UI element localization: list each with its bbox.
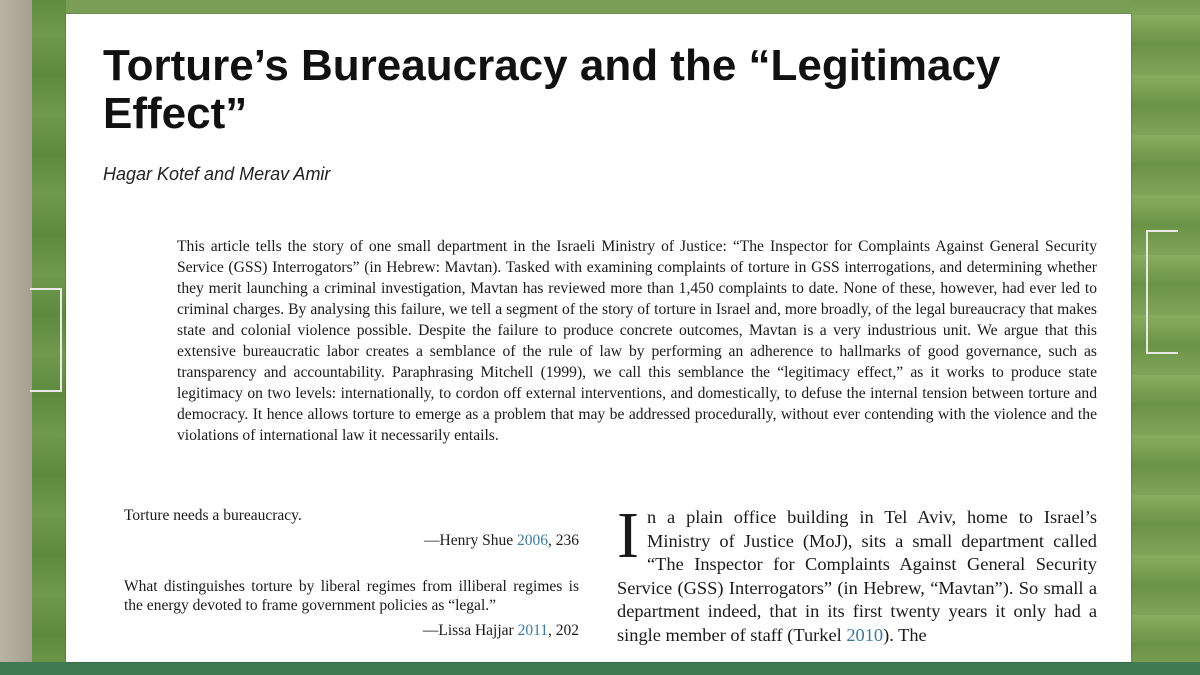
epigraph-author: —Henry Shue <box>424 532 517 549</box>
background-goal-left <box>30 288 62 392</box>
article-page <box>66 14 1131 662</box>
drop-cap: I <box>617 499 639 572</box>
article-abstract: This article tells the story of one small department in the Israeli Ministry of Justice: “The Inspector for Complaints Against General Security Service (GSS) Interrogators” (in Hebrew: Mavtan). Tasked with examining complaints of torture in GSS interrogations, and determining whether they merit launching a criminal investigation, Mavtan has reviewed more than 1,450 complaints to date. None of these, however, had ever led to criminal charges. By analysing this failure, we tell a segment of the story of torture in Israel and, more broadly, of the legal bureaucracy that makes state and colonial violence possible. Despite the failure to produce concrete outcomes, Mavtan is a very industrious unit. We argue that this extensive bureaucratic labor creates a semblance of the rule of law by performing an adherence to hallmarks of good governance, such as transparency and accountability. Paraphrasing Mitchell (1999), we call this semblance the “legitimacy effect,” as it works to produce state legitimacy on two levels: internationally, to cordon off external interventions, and domestically, to defuse the internal tension between torture and democracy. It hence allows torture to emerge as a problem that may be addressed procedurally, without ever contending with the violence and the violations of international law it necessarily entails. <box>177 238 1097 444</box>
article-authors: Hagar Kotef and Merav Amir <box>103 164 331 184</box>
body-text: n a plain office building in Tel Aviv, home to Israel’s Ministry of Justice (MoJ), sits a small department called “The Inspector for Complaints Against General Security Service (GSS) Interrogators” (in Hebrew, “Mavtan”). So small a department indeed, that in its first twenty years it only had a single member of staff (Turkel <box>617 507 1097 645</box>
background-track <box>0 0 32 675</box>
epigraphs <box>124 506 579 640</box>
epigraph-author: —Lissa Hajjar <box>422 622 518 639</box>
body-text-continued: ). The <box>883 624 927 645</box>
epigraph-page: , 202 <box>548 622 579 639</box>
background-goal-right <box>1146 230 1178 354</box>
citation-year-link[interactable]: 2011 <box>517 622 548 639</box>
body-paragraph <box>617 499 1097 647</box>
epigraph <box>124 506 579 550</box>
article-title: Torture’s Bureaucracy and the “Legitimacy Effect” <box>103 41 1001 138</box>
epigraph-attribution <box>124 531 579 550</box>
body-text-column <box>617 499 1097 647</box>
epigraph-attribution <box>124 621 579 640</box>
background-top-strip <box>0 0 1200 14</box>
epigraph-quote: What distinguishes torture by liberal regimes from illiberal regimes is the energy devoted to frame government policies as “legal.” <box>124 578 579 614</box>
citation-year-link[interactable]: 2006 <box>517 532 548 549</box>
citation-year-link[interactable]: 2010 <box>846 624 884 645</box>
background-field-left <box>0 0 66 675</box>
background-bottom-strip <box>0 662 1200 675</box>
epigraph-page: , 236 <box>548 532 579 549</box>
epigraph-quote: Torture needs a bureaucracy. <box>124 507 302 524</box>
background-field-right <box>1130 0 1200 675</box>
epigraph <box>124 577 579 640</box>
